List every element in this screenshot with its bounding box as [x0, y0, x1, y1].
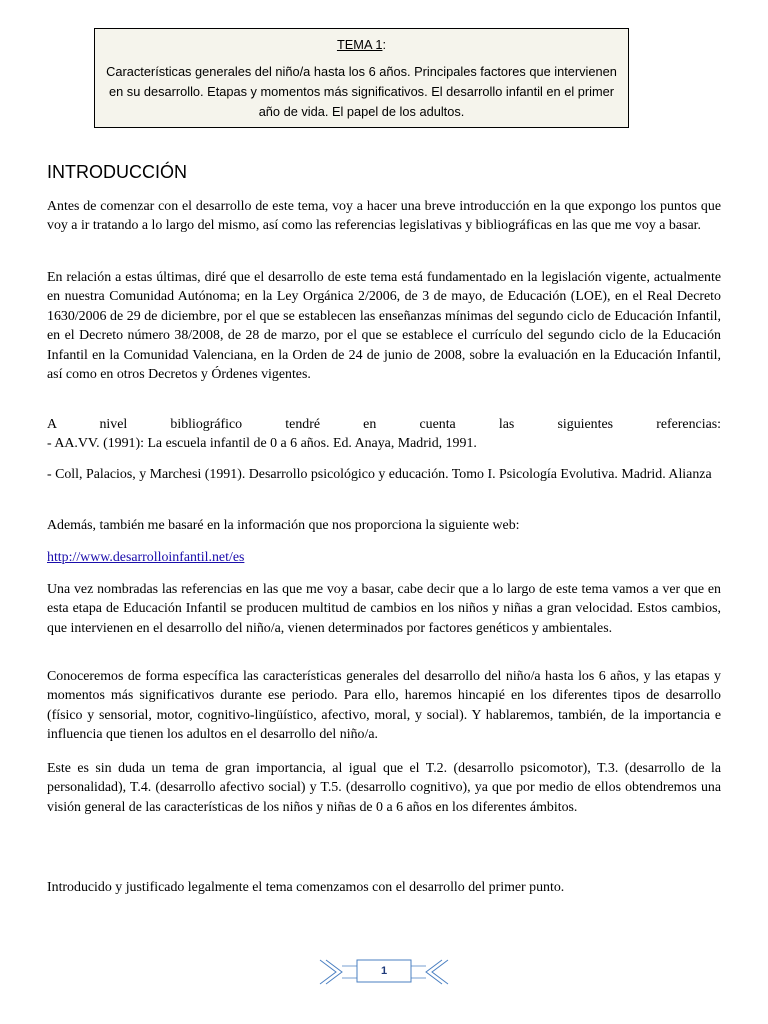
section-heading: INTRODUCCIÓN [47, 162, 187, 182]
topic-title [103, 35, 620, 55]
paragraph-importance: Este es sin duda un tema de gran importancia, al igual que el T.2. (desarrollo psicomotor), T.3. (desarrollo de la personalidad), T.4. (desarrollo afectivo social) y T.5. (desarrollo cognitivo), ya que por medio de ellos obtendremos una visión general de las características de los niños y niñas de 0 a 6 años en los diferentes ámbitos. [47, 761, 721, 815]
web-reference [47, 548, 721, 567]
paragraph-web-intro: Además, también me basaré en la información que nos proporciona la siguiente web: [47, 518, 520, 533]
web-link[interactable]: http://www.desarrolloinfantil.net/es [47, 550, 245, 565]
page-number: 1 [380, 965, 388, 977]
paragraph-characteristics: Conoceremos de forma específica las características generales del desarrollo del niño/a hasta los 6 años, y las etapas y momentos más significativos durante ese periodo. Para ello, haremos hincapié en los diferentes tipos de desarrollo (físico y sensorial, motor, cognitivo-lingüístico, afectivo, moral, y social). Y hablaremos, también, de la importancia e influencia que tienen los adultos en el desarrollo del niño/a. [47, 669, 721, 743]
topic-description: Características generales del niño/a hasta los 6 años. Principales factores que intervienen en su desarrollo. Etapas y momentos más significativos. El desarrollo infantil en el primer año de vida. El papel de los adultos. [106, 64, 617, 119]
paragraph-closing: Introducido y justificado legalmente el tema comenzamos con el desarrollo del primer punto. [47, 880, 565, 895]
paragraph-intro: Antes de comenzar con el desarrollo de este tema, voy a hacer una breve introducción en la que expongo los puntos que voy a ir tratando a lo largo del mismo, así como las referencias legislativas y bibliográficas en las que me voy a basar. [47, 199, 721, 234]
bibliography-reference-2: - Coll, Palacios, y Marchesi (1991). Desarrollo psicológico y educación. Tomo I. Psicología Evolutiva. Madrid. Alianza [47, 467, 712, 482]
topic-colon: : [382, 37, 387, 52]
bibliography-reference-1: - AA.VV. (1991): La escuela infantil de 0 a 6 años. Ed. Anaya, Madrid, 1991. [47, 436, 477, 451]
topic-header-box [94, 28, 629, 128]
paragraph-bibliography-intro: A nivel bibliográfico tendré en cuenta las siguientes referencias: [47, 417, 721, 432]
paragraph-changes: Una vez nombradas las referencias en las que me voy a basar, cabe decir que a lo largo de este tema vamos a ver que en esta etapa de Educación Infantil se producen multitud de cambios en los niños y niñas a gran velocidad. Estos cambios, que intervienen en el desarrollo del niño/a, vienen determinados por factores genéticos y ambientales. [47, 582, 721, 636]
topic-label: TEMA 1 [336, 37, 383, 52]
paragraph-legislation: En relación a estas últimas, diré que el desarrollo de este tema está fundamentado en la legislación vigente, actualmente en nuestra Comunidad Autónoma; en la Ley Orgánica 2/2006, de 3 de mayo, de Educación (LOE), en el Real Decreto 1630/2006 de 29 de diciembre, por el que se establecen las enseñanzas mínimas del segundo ciclo de Educación Infantil, en el Decreto número 38/2008, de 28 de marzo, por el que se establece el currículo del segundo ciclo de la Educación Infantil en la Comunidad Valenciana, en la Orden de 24 de junio de 2008, sobre la evaluación en la Educación Infantil, así como en otros Decretos y Órdenes vigentes. [47, 270, 721, 383]
